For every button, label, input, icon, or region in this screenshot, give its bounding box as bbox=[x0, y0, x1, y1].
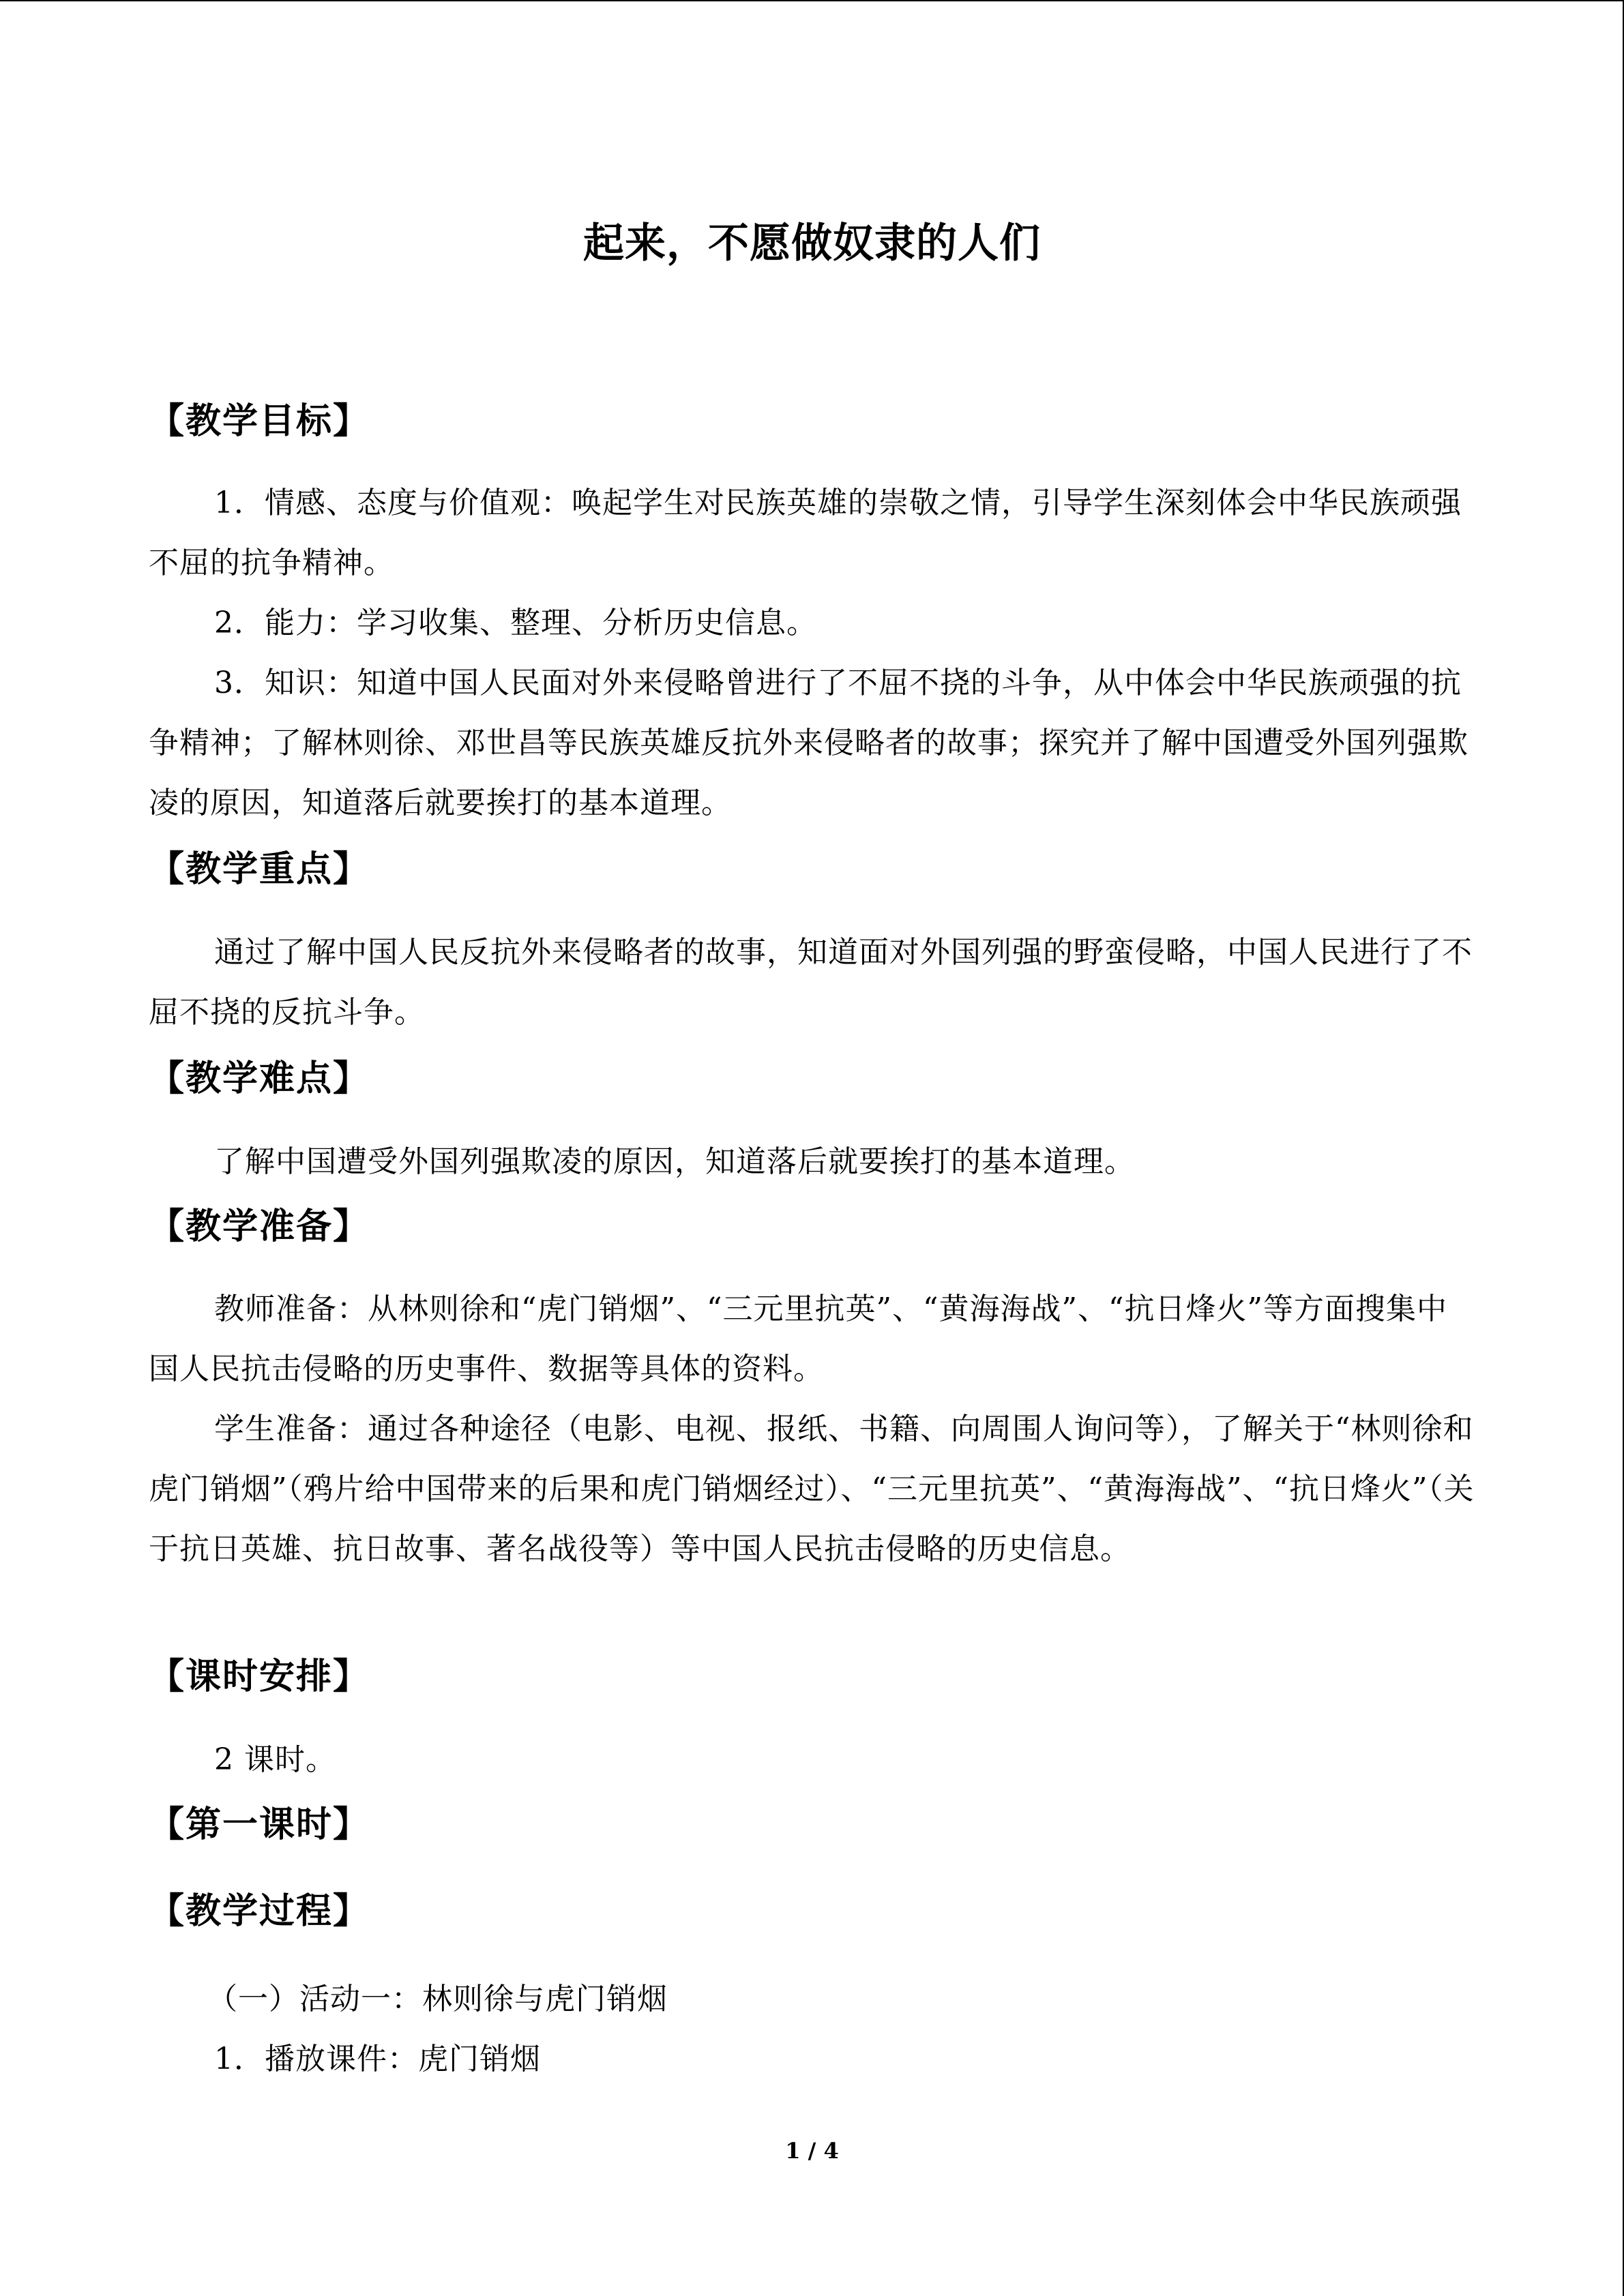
heading-key-points: 【教学重点】 bbox=[149, 849, 370, 890]
schedule-text: 2 课时。 bbox=[214, 1742, 336, 1777]
heading-preparation: 【教学准备】 bbox=[149, 1206, 370, 1247]
page-number: 1 / 4 bbox=[785, 2138, 839, 2164]
goal-item-2: 2．能力：学习收集、整理、分析历史信息。 bbox=[214, 606, 817, 640]
heading-schedule: 【课时安排】 bbox=[149, 1656, 370, 1697]
key-points-text: 通过了解中国人民反抗外来侵略者的故事，知道面对外国列强的野蛮侵略，中国人民进行了不屈不挠的反抗斗争。 bbox=[149, 935, 1473, 1030]
difficulties-text: 了解中国遭受外国列强欺凌的原因，知道落后就要挨打的基本道理。 bbox=[214, 1144, 1135, 1179]
goal-item-1: 1．情感、态度与价值观：唤起学生对民族英雄的崇敬之情，引导学生深刻体会中华民族顽强不屈的抗争精神。 bbox=[149, 486, 1462, 580]
heading-teaching-goals: 【教学目标】 bbox=[149, 401, 370, 442]
teacher-preparation: 教师准备：从林则徐和“虎门销烟”、“三元里抗英”、“黄海海战”、“抗日烽火”等方面搜集中国人民抗击侵略的历史事件、数据等具体的资料。 bbox=[149, 1292, 1447, 1386]
heading-difficulties: 【教学难点】 bbox=[149, 1058, 370, 1099]
step-one: 1．播放课件：虎门销烟 bbox=[214, 2042, 541, 2076]
heading-lesson-one: 【第一课时】 bbox=[149, 1804, 370, 1845]
student-preparation: 学生准备：通过各种途径（电影、电视、报纸、书籍、向周围人询问等），了解关于“林则徐和虎门销烟”（鸦片给中国带来的后果和虎门销烟经过）、“三元里抗英”、“黄海海战”、“抗日烽火”（关于抗日英雄、抗日故事、著名战役等）等中国人民抗击侵略的历史信息。 bbox=[149, 1412, 1475, 1566]
document-title: 起来，不愿做奴隶的人们 bbox=[583, 220, 1041, 267]
goal-item-3: 3．知识：知道中国人民面对外来侵略曾进行了不屈不挠的斗争，从中体会中华民族顽强的抗争精神；了解林则徐、邓世昌等民族英雄反抗外来侵略者的故事；探究并了解中国遭受外国列强欺凌的原因，知道落后就要挨打的基本道理。 bbox=[149, 666, 1468, 820]
activity-one: （一）活动一：林则徐与虎门销烟 bbox=[207, 1982, 668, 2016]
heading-teaching-process: 【教学过程】 bbox=[149, 1891, 370, 1932]
